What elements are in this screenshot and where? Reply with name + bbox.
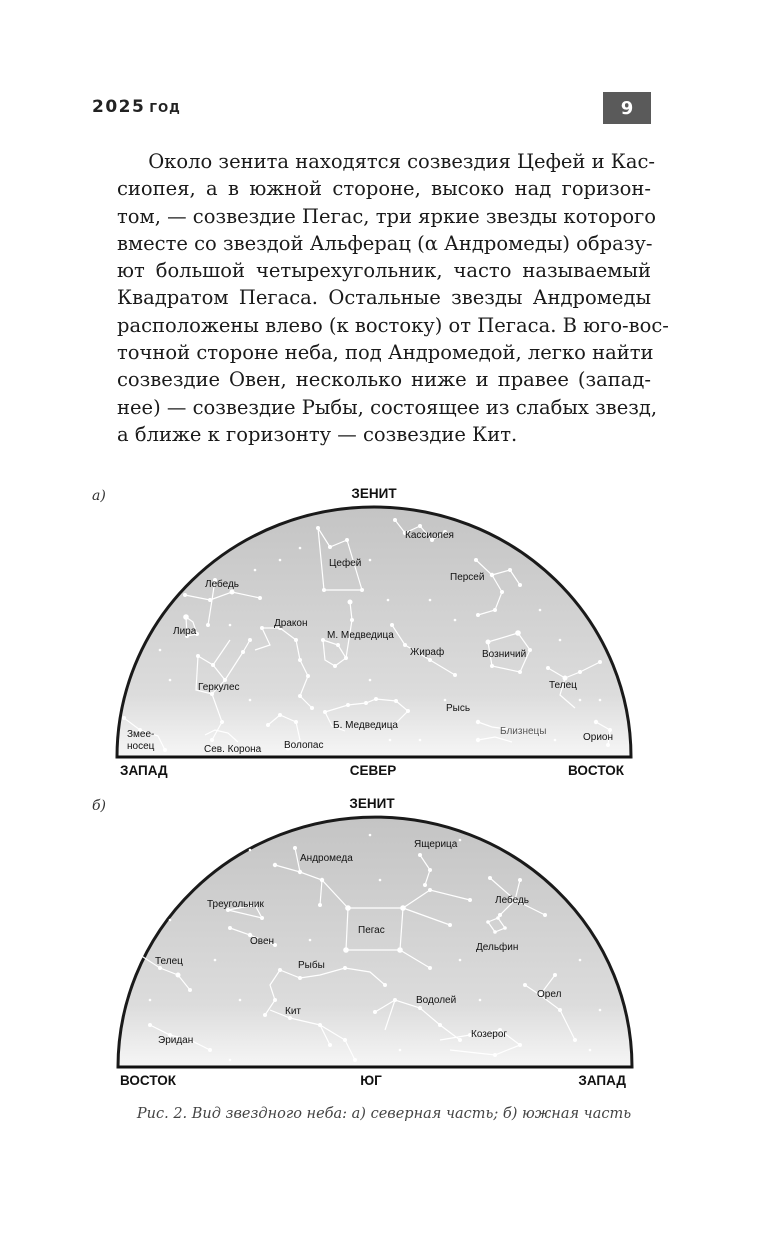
direction-south: ЮГ <box>360 1073 382 1088</box>
figure-a <box>117 486 631 778</box>
figure-caption: Рис. 2. Вид звездного неба: а) северная часть; б) южная часть <box>136 1106 632 1122</box>
label-lyra: Лира <box>173 626 197 637</box>
text-line: расположены влево (к востоку) от Пегаса. В юго-вос- <box>117 313 669 337</box>
label-camelopardalis: Жираф <box>410 647 445 658</box>
label-gemini: Близнецы <box>500 726 547 737</box>
label-serpens-line1: Змее- <box>127 729 155 740</box>
text-line: а ближе к горизонту — созвездие Кит. <box>117 422 518 446</box>
text-line: созвездие Овен, несколько ниже и правее (запад- <box>117 368 651 392</box>
text-line: точной стороне неба, под Андромедой, легко найти <box>117 341 654 365</box>
page-number: 9 <box>603 92 651 124</box>
label-triangulum: Треугольник <box>207 899 264 910</box>
zenith-label: ЗЕНИТ <box>349 796 395 811</box>
figure-b <box>118 796 632 1088</box>
text-line: ют большой четырехугольник, часто называемый <box>117 259 651 283</box>
label-andromeda: Андромеда <box>300 853 353 864</box>
text-line: вместе со звездой Альферац (α Андромеды) образу- <box>117 231 653 255</box>
figure-b-label: б) <box>92 798 107 814</box>
label-taurus: Телец <box>549 680 577 691</box>
label-cepheus: Цефей <box>329 558 362 569</box>
text-line: том, — созвездие Пегас, три яркие звезды которого <box>117 204 657 228</box>
label-bootes: Волопас <box>284 740 324 751</box>
label-delphinus: Дельфин <box>476 942 519 953</box>
label-eridanus: Эридан <box>158 1035 194 1046</box>
label-auriga: Возничий <box>482 649 527 660</box>
label-aquila: Орел <box>537 989 562 1000</box>
label-lacerta: Ящерица <box>414 839 458 850</box>
header-year: 2025 <box>92 97 146 117</box>
direction-west: ЗАПАД <box>578 1073 626 1088</box>
text-line: нее) — созвездие Рыбы, состоящее из слабых звезд, <box>117 395 658 419</box>
label-ursa-minor: М. Медведица <box>327 630 394 641</box>
label-pegasus: Пегас <box>358 925 385 936</box>
text-line: Около зенита находятся созвездия Цефей и Кас- <box>148 150 656 173</box>
direction-east: ВОСТОК <box>568 763 624 778</box>
zenith-label: ЗЕНИТ <box>351 486 397 501</box>
label-pisces: Рыбы <box>298 960 325 971</box>
label-orion: Орион <box>583 732 614 743</box>
label-cygnus: Лебедь <box>205 579 240 590</box>
header-year-suffix: ГОД <box>149 101 181 115</box>
direction-west: ЗАПАД <box>120 763 168 778</box>
label-taurus: Телец <box>155 956 183 967</box>
label-cetus: Кит <box>285 1006 301 1017</box>
label-lynx: Рысь <box>446 703 471 714</box>
label-cassiopeia: Кассиопея <box>405 530 454 541</box>
direction-east: ВОСТОК <box>120 1073 176 1088</box>
label-draco: Дракон <box>274 618 308 629</box>
direction-north: СЕВЕР <box>349 763 397 778</box>
text-line: сиопея, а в южной стороне, высоко над горизон- <box>117 177 651 201</box>
label-cygnus: Лебедь <box>495 895 530 906</box>
label-capricornus: Козерог <box>471 1029 508 1040</box>
label-hercules: Геркулес <box>198 682 240 693</box>
sky-dome-south <box>118 817 632 1067</box>
label-serpens-line2: носец <box>127 741 155 752</box>
label-corona-borealis: Сев. Корона <box>204 744 262 755</box>
figure-a-label: а) <box>92 488 106 504</box>
label-perseus: Персей <box>450 572 485 583</box>
label-aquarius: Водолей <box>416 995 457 1006</box>
text-line: Квадратом Пегаса. Остальные звезды Андромеды <box>117 286 651 310</box>
label-aries: Овен <box>250 936 275 947</box>
label-ursa-major: Б. Медведица <box>333 720 398 731</box>
